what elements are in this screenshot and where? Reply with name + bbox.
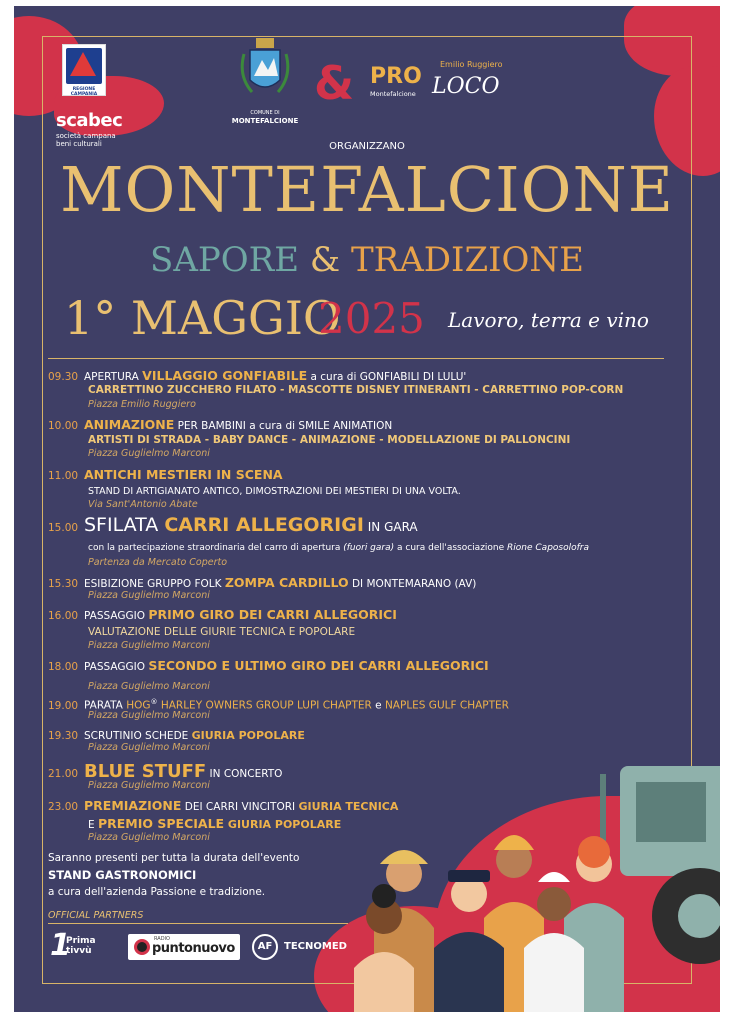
organizzano-label: ORGANIZZANO — [329, 141, 405, 152]
slot-1900-loc: Piazza Guglielmo Marconi — [88, 710, 210, 721]
proloco-pro: PRO — [370, 64, 422, 89]
main-title: MONTEFALCIONE — [59, 153, 675, 226]
slot-2100: 21.00 BLUE STUFF IN CONCERTO — [48, 761, 283, 782]
regione-logo — [62, 44, 106, 96]
puntonuovo-target-icon — [134, 939, 150, 955]
header-ampersand: & — [314, 56, 355, 110]
slot-1500-desc: con la partecipazione straordinaria del carro di apertura (fuori gara) a cura dell'associazione Rione Caposolofra — [88, 543, 589, 553]
date-year: 2025 — [318, 294, 425, 343]
stand-acura: a cura dell'azienda Passione e tradizione. — [48, 886, 266, 898]
regione-label: REGIONE CAMPANIA — [70, 87, 98, 97]
date-line — [64, 288, 684, 352]
slot-2300-line2: E PREMIO SPECIALE GIURIA POPOLARE — [88, 816, 342, 831]
slot-1100-desc: STAND DI ARTIGIANATO ANTICO, DIMOSTRAZIONI DEI MESTIERI DI UNA VOLTA. — [88, 486, 461, 497]
slot-1000: 10.00 ANIMAZIONE PER BAMBINI a cura di SMILE ANIMATION — [48, 417, 393, 432]
slot-1530-loc: Piazza Guglielmo Marconi — [88, 590, 210, 601]
comune-name-label: MONTEFALCIONE — [231, 117, 299, 125]
slot-1600-loc: Piazza Guglielmo Marconi — [88, 640, 210, 651]
proloco-logo — [370, 60, 510, 110]
slot-1000-sub: ARTISTI DI STRADA - BABY DANCE - ANIMAZIONE - MODELLAZIONE DI PALLONCINI — [88, 434, 571, 446]
slot-1600: 16.00 PASSAGGIO PRIMO GIRO DEI CARRI ALLEGORICI — [48, 607, 397, 622]
regione-emblem-icon — [66, 48, 102, 84]
scabec-logo: scabec — [56, 110, 123, 131]
proloco-loco: LOCO — [432, 74, 500, 99]
slot-2300: 23.00 PREMIAZIONE DEI CARRI VINCITORI GIURIA TECNICA — [48, 798, 399, 813]
date-day: 1° MAGGIO — [64, 291, 341, 345]
primativvu-one-icon: 1 — [50, 928, 71, 963]
comune-di-label: COMUNE DI — [250, 110, 280, 116]
slot-1800-loc: Piazza Guglielmo Marconi — [88, 681, 210, 692]
slot-0930-loc: Piazza Emilio Ruggiero — [88, 399, 196, 410]
event-poster — [14, 6, 720, 1012]
slot-2300-loc: Piazza Guglielmo Marconi — [88, 832, 210, 843]
partner-primativvu: 1 Prima tivvù — [50, 928, 96, 963]
slot-1800: 18.00 PASSAGGIO SECONDO E ULTIMO GIRO DEI CARRI ALLEGORICI — [48, 658, 489, 673]
partner-tecnomed: AF TECNOMED — [252, 930, 362, 964]
slot-1100-loc: Via Sant'Antonio Abate — [88, 499, 198, 510]
proloco-town: Montefalcione — [370, 90, 416, 98]
comune-crest-icon — [240, 36, 290, 108]
slot-1500-loc: Partenza da Mercato Coperto — [88, 557, 228, 568]
title-separator — [48, 358, 664, 359]
slot-1900: 19.00 PARATA HOG® HARLEY OWNERS GROUP LUPI CHAPTER e NAPLES GULF CHAPTER — [48, 698, 509, 712]
subtitle-amp: & — [309, 240, 341, 280]
subtitle — [14, 240, 720, 280]
partners-label: OFFICIAL PARTNERS — [48, 910, 144, 921]
slot-0930: 09.30 APERTURA VILLAGGIO GONFIABILE a cura di GONFIABILI DI LULU' — [48, 368, 467, 383]
slot-1530: 15.30 ESIBIZIONE GRUPPO FOLK ZOMPA CARDILLO DI MONTEMARANO (AV) — [48, 575, 477, 590]
tagline: Lavoro, terra e vino — [448, 308, 649, 332]
scabec-sub: società campana beni culturali — [56, 132, 116, 148]
slot-1930-loc: Piazza Guglielmo Marconi — [88, 742, 210, 753]
slot-1100: 11.00 ANTICHI MESTIERI IN SCENA — [48, 467, 283, 482]
slot-2100-loc: Piazza Guglielmo Marconi — [88, 780, 210, 791]
slot-1600-sub: VALUTAZIONE DELLE GIURIE TECNICA E POPOLARE — [88, 626, 356, 638]
partners-separator — [48, 923, 348, 924]
slot-1930: 19.30 SCRUTINIO SCHEDE GIURIA POPOLARE — [48, 729, 305, 742]
proloco-name: Emilio Ruggiero — [440, 60, 503, 69]
tecnomed-af-icon: AF — [252, 934, 278, 960]
presenti-text: Saranno presenti per tutta la durata dell'evento — [48, 852, 300, 864]
slot-1500: 15.00 SFILATA CARRI ALLEGORIGI IN GARA — [48, 514, 418, 536]
stand-title: STAND GASTRONOMICI — [48, 868, 197, 882]
slot-1000-loc: Piazza Guglielmo Marconi — [88, 448, 210, 459]
subtitle-sapore: SAPORE — [150, 240, 300, 280]
subtitle-tradizione: TRADIZIONE — [350, 240, 584, 280]
partner-puntonuovo: RADIO puntonuovo — [128, 934, 240, 960]
workers-illustration — [344, 818, 644, 1012]
slot-0930-sub: CARRETTINO ZUCCHERO FILATO - MASCOTTE DISNEY ITINERANTI - CARRETTINO POP-CORN — [88, 384, 624, 396]
